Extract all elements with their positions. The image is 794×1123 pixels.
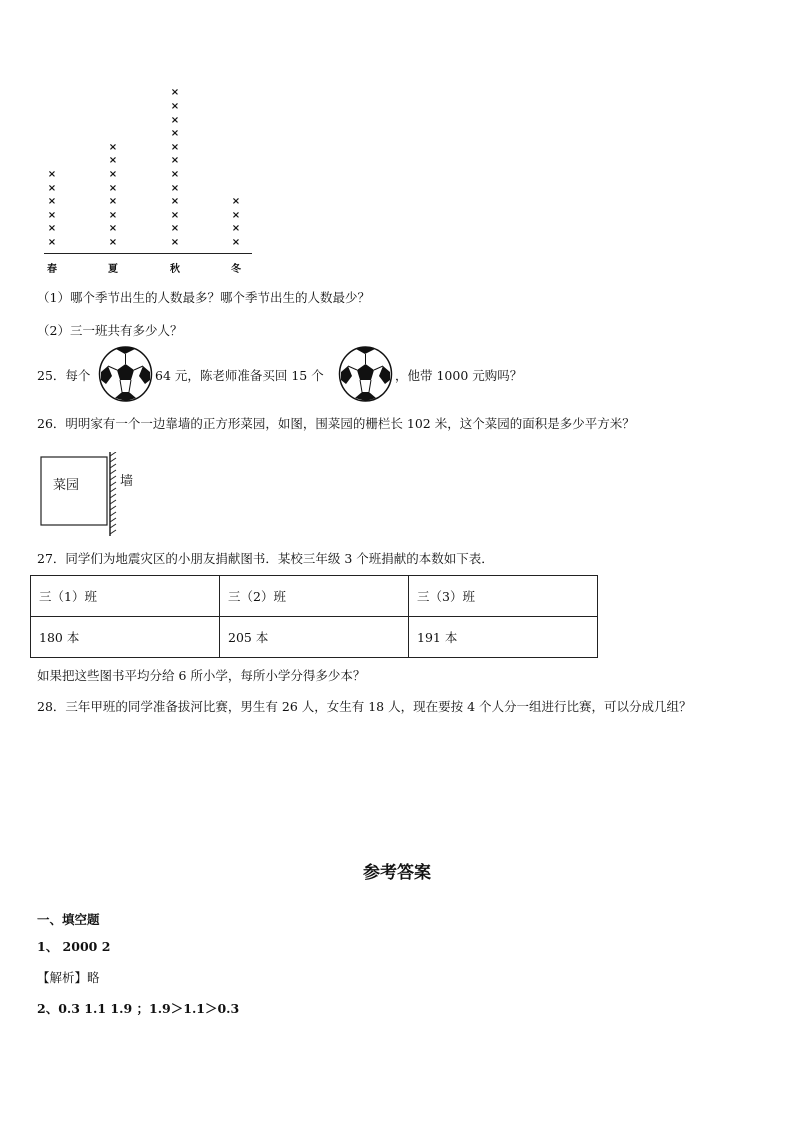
garden-figure [40, 452, 150, 536]
table-cell: 191 本 [409, 617, 598, 658]
x-mark: × [108, 223, 118, 235]
x-mark: × [108, 141, 118, 153]
q24-sub2: （2）三一班共有多少人？ [37, 323, 183, 338]
x-mark: × [231, 223, 241, 235]
x-mark: × [47, 169, 57, 180]
x-mark: × [170, 114, 180, 126]
x-mark: × [170, 182, 180, 194]
season-label: 秋 [170, 264, 180, 275]
table-header-cell: 三（3）班 [409, 576, 598, 617]
x-mark: × [47, 223, 57, 235]
season-label: 春 [47, 264, 57, 275]
wall-label: 墙 [120, 474, 134, 489]
garden-label: 菜园 [53, 478, 80, 493]
x-mark: × [170, 128, 180, 140]
x-mark: × [170, 209, 180, 221]
x-mark: × [170, 87, 180, 99]
x-mark: × [231, 196, 241, 208]
x-axis-line [44, 253, 252, 254]
x-mark: × [170, 169, 180, 180]
table-header-cell: 三（1）班 [31, 576, 220, 617]
x-mark: × [170, 223, 180, 235]
x-mark: × [108, 155, 118, 167]
x-mark: × [170, 196, 180, 208]
answers-section: 一、填空题 [37, 912, 100, 927]
answer-1: 1、 2000 2 [37, 939, 111, 954]
season-label: 夏 [108, 264, 118, 275]
x-mark: × [108, 237, 118, 248]
x-mark: × [47, 237, 57, 248]
x-mark: × [108, 196, 118, 208]
x-mark: × [108, 209, 118, 221]
answer-1-note: 【解析】略 [37, 970, 100, 985]
q27-question: 如果把这些图书平均分给 6 所小学，每所小学分得多少本？ [37, 668, 366, 683]
q26-text: 26．明明家有一个一边靠墙的正方形菜园，如图，围菜园的栅栏长 102 米，这个菜园的面积是多少平方米？ [37, 416, 635, 431]
q25-text-3: ，他带 1000 元购吗？ [395, 368, 523, 383]
x-mark: × [108, 169, 118, 180]
x-mark-plot [30, 80, 260, 280]
x-mark: × [170, 141, 180, 153]
x-mark: × [47, 182, 57, 194]
x-mark: × [231, 237, 241, 248]
x-mark: × [170, 101, 180, 112]
x-mark: × [47, 209, 57, 221]
table-cell: 205 本 [220, 617, 409, 658]
book-donation-table [30, 575, 598, 658]
garden-diagram [40, 452, 150, 536]
answers-title: 参考答案 [363, 863, 431, 883]
season-label: 冬 [231, 264, 241, 275]
soccer-ball-icon [98, 346, 153, 402]
table-header-cell: 三（2）班 [220, 576, 409, 617]
x-mark: × [47, 196, 57, 208]
q25-text-1: 25．每个 [37, 368, 91, 383]
q25-text-2: 64 元，陈老师准备买回 15 个 [155, 368, 324, 383]
answer-2: 2、0.3 1.1 1.9 ；1.9＞1.1＞0.3 [37, 1001, 240, 1016]
q24-sub1: （1）哪个季节出生的人数最多？哪个季节出生的人数最少？ [37, 290, 370, 305]
q28-text: 28．三年甲班的同学准备拔河比赛，男生有 26 人，女生有 18 人，现在要按 4 个人分一组进行比赛，可以分成几组？ [37, 699, 692, 714]
table-row [31, 576, 598, 617]
table-row [31, 617, 598, 658]
q27-text: 27．同学们为地震灾区的小朋友捐献图书．某校三年级 3 个班捐献的本数如下表． [37, 551, 494, 566]
x-mark: × [231, 209, 241, 221]
soccer-ball-icon [338, 346, 393, 402]
table-cell: 180 本 [31, 617, 220, 658]
x-mark: × [170, 237, 180, 248]
x-mark: × [108, 182, 118, 194]
x-mark: × [170, 155, 180, 167]
